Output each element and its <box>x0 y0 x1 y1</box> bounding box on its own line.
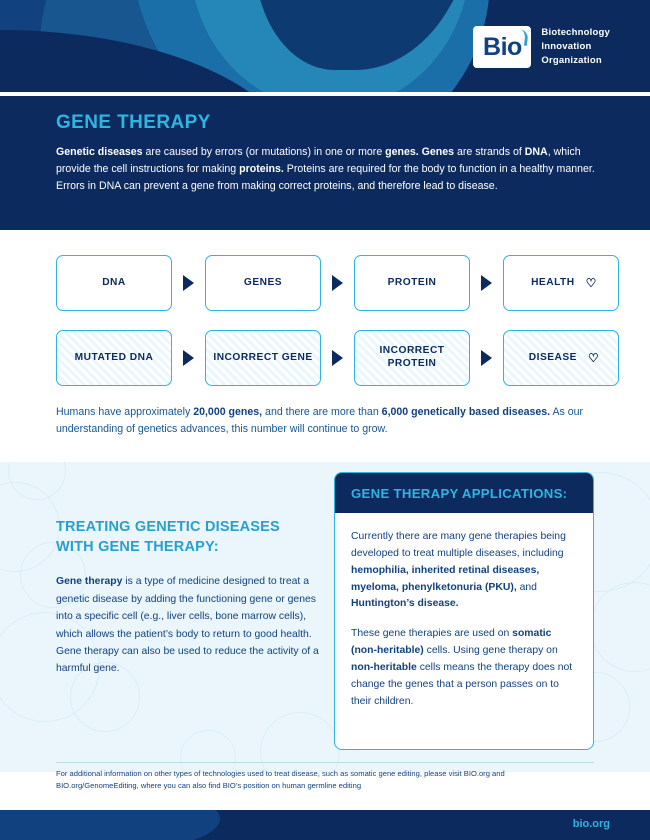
flow-node-label: DNA <box>102 276 126 288</box>
flow-node-label: MUTATED DNA <box>74 351 154 363</box>
flow-diagram-section <box>0 230 650 462</box>
bio-logo-wordmark: Bio <box>483 32 522 61</box>
swish-icon <box>511 28 529 46</box>
treating-genetic-diseases-section <box>56 518 328 678</box>
flow-node-genes <box>205 255 321 311</box>
applications-card-body <box>335 513 593 710</box>
arrow-right-icon <box>183 350 194 366</box>
applications-card-header <box>335 473 593 513</box>
page-title: GENE THERAPY <box>56 112 211 133</box>
flow-node-health <box>503 255 619 311</box>
footer-website-link[interactable]: bio.org <box>572 818 610 830</box>
arrow-right-icon <box>481 275 492 291</box>
arrow-right-icon <box>332 275 343 291</box>
flow-node-dna <box>56 255 172 311</box>
page-header <box>0 0 650 92</box>
flow-node-label: GENES <box>243 276 283 288</box>
footnote-divider <box>56 762 594 763</box>
treating-heading-line-1: TREATING GENETIC DISEASES <box>56 519 280 535</box>
org-name-line-1: Biotechnology <box>541 27 610 39</box>
footer-decorative-swoosh <box>0 810 220 840</box>
page-footer <box>0 810 650 840</box>
flow-row-healthy <box>56 255 619 311</box>
flow-node-mutated-dna <box>56 330 172 386</box>
flow-node-label: INCORRECT PROTEIN <box>379 345 445 369</box>
flow-node-label: HEALTH <box>531 276 575 288</box>
gene-therapy-applications-card <box>334 472 594 750</box>
treating-heading-line-2: WITH GENE THERAPY: <box>56 538 219 555</box>
bio-logo-mark <box>473 26 531 68</box>
intro-band <box>0 96 650 230</box>
flow-node-label: PROTEIN <box>387 276 437 288</box>
applications-card-title: GENE THERAPY APPLICATIONS: <box>351 486 568 501</box>
arrow-right-icon <box>481 350 492 366</box>
flow-node-incorrect-protein <box>354 330 470 386</box>
treating-section-heading <box>56 518 328 557</box>
broken-heart-icon: ♡ <box>587 350 600 365</box>
flow-node-disease <box>503 330 619 386</box>
flow-node-label: INCORRECT GENE <box>213 351 313 363</box>
footnote-text: For additional information on other types of technologies used to treat disease, such as somatic gene editing, please visit BIO.org and BIO.org/GenomeEditing, where you can also find BIO’s position on human germline editing <box>56 769 505 791</box>
flow-row-disease <box>56 330 619 386</box>
bio-logo-org-name <box>541 26 610 67</box>
intro-paragraph: Genetic diseases are caused by errors (or mutations) in one or more genes. Genes are strands of DNA, which provide the cell instructions for making proteins. Proteins are required for the body to function in a healthy manner. Errors in DNA can prevent a gene from making correct proteins, and therefore lead to disease. <box>56 146 595 193</box>
arrow-right-icon <box>332 350 343 366</box>
flow-node-protein <box>354 255 470 311</box>
arrow-right-icon <box>183 275 194 291</box>
treating-section-paragraph: Gene therapy is a type of medicine designed to treat a genetic disease by adding the functioning gene or genes into a specific cell (e.g., liver cells, bone marrow cells), which allows the patient’s body to return to good health. Gene therapy can also be used to reduce the activity of a harmful gene. <box>56 576 319 675</box>
heart-icon: ♡ <box>585 275 597 290</box>
applications-paragraph-2: These gene therapies are used on somatic (non-heritable) cells. Using gene therapy on non-heritable cells means the therapy does not change the genes that a person passes on to their children. <box>351 628 573 707</box>
org-name-line-3: Organization <box>541 54 602 66</box>
bio-logo <box>473 26 610 68</box>
org-name-line-2: Innovation <box>541 41 592 53</box>
applications-paragraph-1: Currently there are many gene therapies being developed to treat multiple diseases, including hemophilia, inherited retinal diseases, myeloma, phenylketonuria (PKU), and Huntington’s disease. <box>351 531 566 610</box>
flow-node-incorrect-gene <box>205 330 321 386</box>
flow-statistics-note: Humans have approximately 20,000 genes, and there are more than 6,000 genetically based diseases. As our understanding of genetics advances, this number will continue to grow. <box>56 406 584 435</box>
flow-node-label: DISEASE <box>528 351 577 363</box>
